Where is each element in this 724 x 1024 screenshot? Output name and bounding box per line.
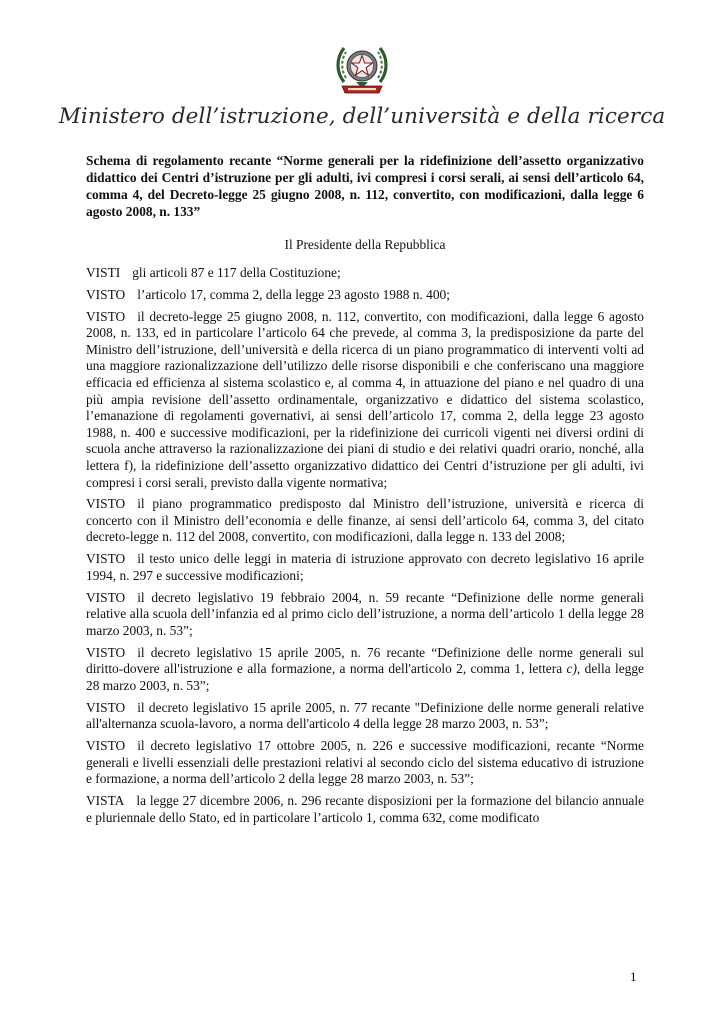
premise-paragraph [86,287,644,304]
premise-text-italic: c) [566,661,577,677]
premise-paragraph [86,793,644,826]
premise-paragraph [86,309,644,492]
italian-republic-emblem-icon [334,38,390,98]
premise-keyword: VISTO [86,699,126,715]
premise-keyword: VISTI [86,265,121,280]
premise-keyword: VISTO [86,737,126,753]
premise-text: il decreto legislativo 15 aprile 2005, n. 76 recante “Definizione delle norme generali sul diritto-dovere all'istruzione e alla formazione, a norma dell'articolo 2, comma 1, lettera [86,644,644,677]
premise-keyword: VISTO [86,589,126,605]
premise-text: l’articolo 17, comma 2, della legge 23 agosto 1988 n. 400; [137,286,450,302]
premise-paragraph [86,700,644,733]
premise-keyword: VISTO [86,308,126,324]
premise-text: , della legge 28 marzo 2003, n. 53”; [86,661,644,693]
premise-keyword: VISTO [86,551,126,567]
premise-paragraph [86,590,644,640]
premise-paragraph [86,496,644,546]
page-number: 1 [630,969,637,984]
premise-keyword: VISTA [86,792,125,808]
premise-text: il testo unico delle leggi in materia di istruzione approvato con decreto legislativo 16 aprile 1994, n. 297 e successive modificazioni; [86,551,644,583]
premise-paragraph [86,551,644,584]
premise-text: il decreto legislativo 17 ottobre 2005, n. 226 e successive modificazioni, recante “Norme generali e livelli essenziali delle prestazioni relativi al secondo ciclo del sistema educativo di istruzione e formazione, a norma dell’articolo 2 della legge 28 marzo 2003, n. 53”; [86,737,644,787]
premise-keyword: VISTO [86,644,126,660]
ministry-name: Ministero dell’istruzione, dell’università e della ricerca [58,104,666,129]
premise-keyword: VISTO [86,496,126,512]
premise-paragraph [86,265,644,282]
premise-text: il piano programmatico predisposto dal Ministro dell’istruzione, università e ricerca di concerto con il Ministro dell’economia e delle finanze, ai sensi dell’articolo 64, comma 3, del citato decreto-legge n. 112 del 2008, convertito, con modificazioni, dalla legge n. 133 del 2008; [86,496,644,545]
premise-text: la legge 27 dicembre 2006, n. 296 recante disposizioni per la formazione del bilancio annuale e pluriennale dello Stato, ed in particolare l’articolo 1, comma 632, come modificato [86,792,644,825]
premise-text: il decreto legislativo 15 aprile 2005, n. 77 recante "Definizione delle norme generali relative all'alternanza scuola-lavoro, a norma dell'articolo 4 della legge 28 marzo 2003, n. 53”; [86,699,644,732]
premise-text: il decreto legislativo 19 febbraio 2004, n. 59 recante “Definizione delle norme generali relative alla scuola dell’infanzia ed al primo ciclo dell’istruzione, a norma dell’articolo 1 della legge 28 marzo 2003, n. 53”; [86,589,644,638]
premise-paragraph [86,738,644,788]
premise-text: il decreto-legge 25 giugno 2008, n. 112, convertito, con modificazioni, dalla legge 6 agosto 2008, n. 133, ed in particolare l’articolo 64 che prevede, al comma 3, la predisposizione da parte del Ministro dell’istruzione, dell’università e della ricerca di un piano programmatico di interventi volti ad una maggiore razionalizzazione dell’utilizzo delle risorse disponibili e che conferiscano una maggiore efficacia ed efficienza al sistema scolastico e, al comma 4, in attuazione del piano e nel quadro di una più ampia revisione dell’assetto ordinamentale, organizzativo e didattico del sistema scolastico, l’emanazione di regolamenti governativi, ai sensi dell’articolo 17, comma 2, della legge 23 agosto 1988, n. 400 e successive modificazioni, per la ridefinizione dei curricoli vigenti nei diversi ordini di scuola anche attraverso la razionalizzazione dei piani di studio e dei relativi quadri orario, nonché, alla lettera f), la ridefinizione dell’assetto organizzativo didattico dei Centri d’istruzione per gli adulti, ivi compresi i corsi serali, previsto dalla vigente normativa; [86,308,644,490]
premise-text: gli articoli 87 e 117 della Costituzione; [132,265,341,280]
document-body [86,152,644,831]
premise-keyword: VISTO [86,286,126,302]
president-heading: Il Presidente della Repubblica [284,237,446,252]
regulation-title: Schema di regolamento recante “Norme generali per la ridefinizione dell’assetto organizzativo didattico dei Centri d’istruzione per gli adulti, ivi compresi i corsi serali, ai sensi dell’articolo 64, comma 4, del Decreto-legge 25 giugno 2008, n. 112, convertito, con modificazioni, dalla legge 6 agosto 2008, n. 133” [86,153,644,219]
premise-paragraph [86,645,644,695]
